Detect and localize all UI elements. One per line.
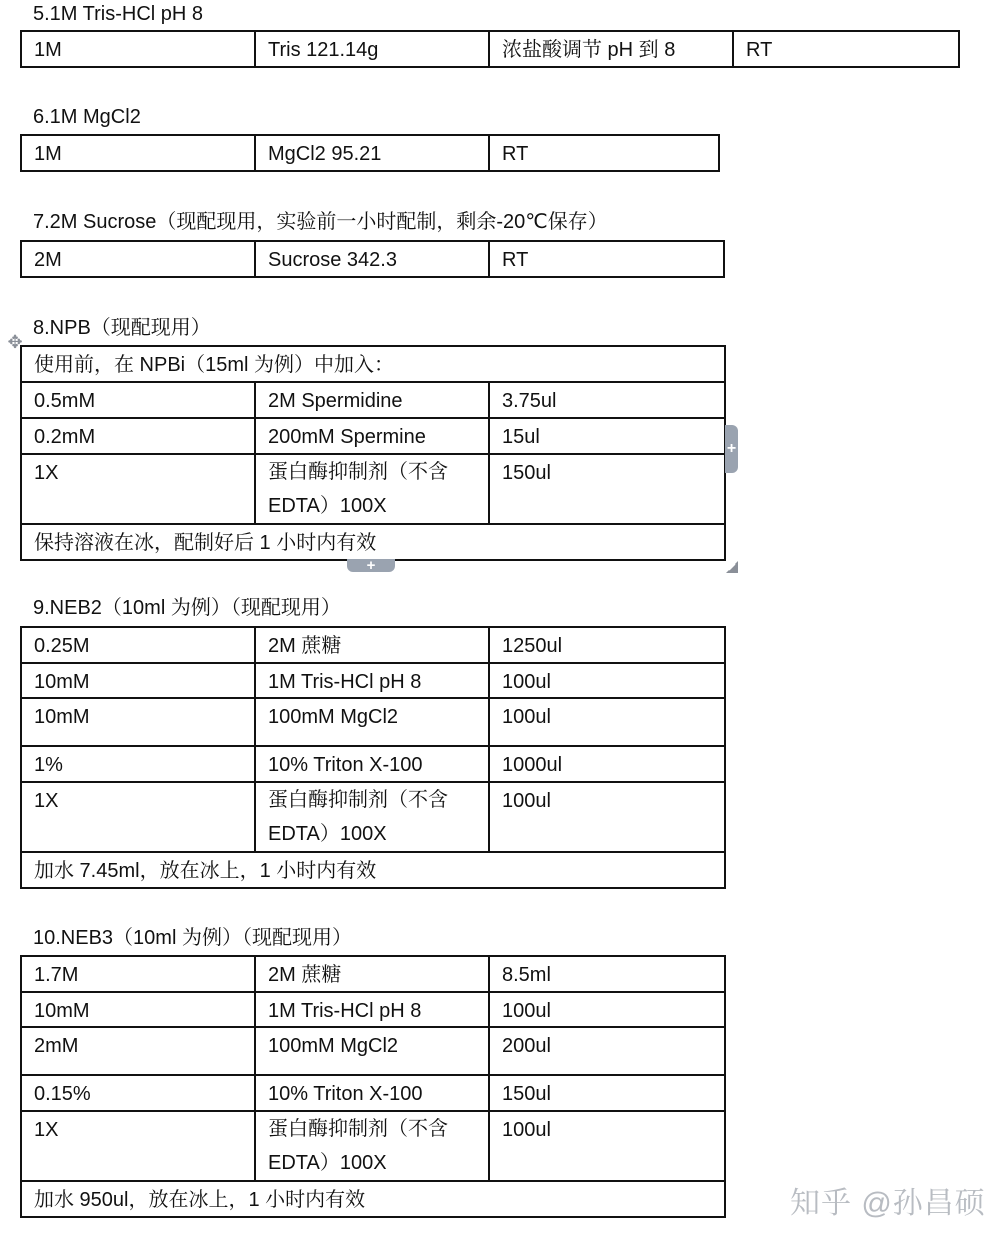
table-row xyxy=(21,746,725,782)
section-7-table xyxy=(20,240,725,278)
table-cell[interactable]: 10% Triton X-100 xyxy=(255,746,489,782)
table-cell[interactable]: 1M xyxy=(21,135,255,171)
table-cell[interactable]: 1X xyxy=(21,454,255,524)
table-cell[interactable]: 100ul xyxy=(489,698,725,746)
table-row xyxy=(21,1111,725,1181)
add-row-handle[interactable] xyxy=(347,559,395,572)
table-cell[interactable]: 2M xyxy=(21,241,255,277)
table-cell[interactable]: 100ul xyxy=(489,992,725,1027)
table-cell[interactable]: RT xyxy=(489,241,724,277)
section-8-heading: 8.NPB（现配现用） xyxy=(33,317,211,339)
table-row xyxy=(21,627,725,663)
table-cell[interactable]: 1000ul xyxy=(489,746,725,782)
section-6-heading: 6.1M MgCl2 xyxy=(33,106,141,128)
table-cell[interactable]: 蛋白酶抑制剂（不含EDTA）100X xyxy=(255,1111,489,1181)
table-cell[interactable]: 10mM xyxy=(21,992,255,1027)
table-cell[interactable]: 0.2mM xyxy=(21,418,255,454)
table-cell[interactable]: 1.7M xyxy=(21,956,255,992)
table-row xyxy=(21,852,725,888)
section-7-heading: 7.2M Sucrose（现配现用，实验前一小时配制，剩余-20℃保存） xyxy=(33,211,608,233)
table-row xyxy=(21,992,725,1027)
table-cell[interactable]: 2M 蔗糖 xyxy=(255,956,489,992)
table-cell[interactable]: 蛋白酶抑制剂（不含EDTA）100X xyxy=(255,454,489,524)
table-cell[interactable]: 2M 蔗糖 xyxy=(255,627,489,663)
table-row xyxy=(21,241,724,277)
table-cell[interactable]: 0.5mM xyxy=(21,382,255,418)
table-cell[interactable]: 蛋白酶抑制剂（不含EDTA）100X xyxy=(255,782,489,852)
table-cell[interactable]: 10mM xyxy=(21,663,255,698)
table-cell[interactable]: Sucrose 342.3 xyxy=(255,241,489,277)
table-row xyxy=(21,454,725,524)
table-cell[interactable]: RT xyxy=(489,135,719,171)
table-row xyxy=(21,782,725,852)
section-6-table xyxy=(20,134,720,172)
table-cell[interactable]: 2mM xyxy=(21,1027,255,1075)
table-cell[interactable]: 3.75ul xyxy=(489,382,725,418)
resize-corner-icon[interactable] xyxy=(726,561,738,573)
plus-icon: + xyxy=(726,440,737,457)
table-row xyxy=(21,524,725,560)
table-cell[interactable]: 8.5ml xyxy=(489,956,725,992)
table-row xyxy=(21,1181,725,1217)
section-9-table xyxy=(20,626,726,889)
table-cell[interactable]: MgCl2 95.21 xyxy=(255,135,489,171)
table-row xyxy=(21,956,725,992)
table-cell[interactable]: 100ul xyxy=(489,782,725,852)
table-cell[interactable]: RT xyxy=(733,31,959,67)
table-cell-intro[interactable]: 使用前，在 NPBi（15ml 为例）中加入： xyxy=(21,346,725,382)
section-10-table xyxy=(20,955,726,1218)
watermark: 知乎 @孙昌硕 xyxy=(790,1187,986,1220)
table-cell[interactable]: 10mM xyxy=(21,698,255,746)
table-row xyxy=(21,346,725,382)
section-9-heading: 9.NEB2（10ml 为例）（现配现用） xyxy=(33,597,341,619)
table-cell[interactable]: 150ul xyxy=(489,1075,725,1111)
table-row xyxy=(21,663,725,698)
table-row xyxy=(21,382,725,418)
table-cell[interactable]: 2M Spermidine xyxy=(255,382,489,418)
table-row xyxy=(21,698,725,746)
table-cell[interactable]: 1250ul xyxy=(489,627,725,663)
table-cell[interactable]: 100mM MgCl2 xyxy=(255,698,489,746)
plus-icon: + xyxy=(366,557,376,574)
section-5-heading: 5.1M Tris-HCl pH 8 xyxy=(33,3,204,25)
table-row xyxy=(21,135,719,171)
table-cell-note[interactable]: 加水 7.45ml，放在冰上，1 小时内有效 xyxy=(21,852,725,888)
section-5-table xyxy=(20,30,960,68)
table-cell-note[interactable]: 保持溶液在冰，配制好后 1 小时内有效 xyxy=(21,524,725,560)
table-cell[interactable]: 200ul xyxy=(489,1027,725,1075)
section-8-table xyxy=(20,345,726,561)
table-cell[interactable]: 1X xyxy=(21,782,255,852)
move-arrows-icon[interactable]: ✥ xyxy=(7,332,23,352)
table-cell[interactable]: 15ul xyxy=(489,418,725,454)
table-cell[interactable]: 1X xyxy=(21,1111,255,1181)
table-cell-note[interactable]: 加水 950ul，放在冰上，1 小时内有效 xyxy=(21,1181,725,1217)
table-cell[interactable]: 浓盐酸调节 pH 到 8 xyxy=(489,31,733,67)
section-10-heading: 10.NEB3（10ml 为例）（现配现用） xyxy=(33,927,352,949)
table-row xyxy=(21,1075,725,1111)
table-cell[interactable]: 100mM MgCl2 xyxy=(255,1027,489,1075)
table-cell[interactable]: 0.15% xyxy=(21,1075,255,1111)
table-cell[interactable]: 1% xyxy=(21,746,255,782)
table-cell[interactable]: 1M Tris-HCl pH 8 xyxy=(255,992,489,1027)
table-row xyxy=(21,418,725,454)
table-cell[interactable]: 100ul xyxy=(489,663,725,698)
table-cell[interactable]: 1M Tris-HCl pH 8 xyxy=(255,663,489,698)
table-row xyxy=(21,1027,725,1075)
table-cell[interactable]: 1M xyxy=(21,31,255,67)
table-cell[interactable]: 100ul xyxy=(489,1111,725,1181)
table-cell[interactable]: 150ul xyxy=(489,454,725,524)
add-column-handle[interactable] xyxy=(725,425,738,473)
table-cell[interactable]: 0.25M xyxy=(21,627,255,663)
table-cell[interactable]: 10% Triton X-100 xyxy=(255,1075,489,1111)
table-cell[interactable]: 200mM Spermine xyxy=(255,418,489,454)
table-cell[interactable]: Tris 121.14g xyxy=(255,31,489,67)
table-row xyxy=(21,31,959,67)
